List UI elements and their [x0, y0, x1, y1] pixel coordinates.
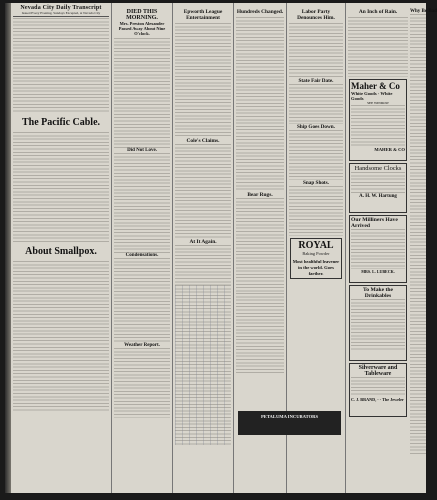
headline-inch-of-rain: An Inch of Rain. — [358, 9, 398, 15]
column-rule — [111, 3, 112, 493]
at-it-again-text — [175, 245, 231, 285]
condensations-text — [114, 258, 170, 343]
hartung-ad-name: A. H. W. Hartung — [359, 194, 397, 199]
drinkables-ad — [349, 285, 407, 361]
headline-state-fair: State Fair Date. — [298, 78, 334, 84]
clocks-ad-text — [351, 172, 405, 194]
maher-ad-white-goods: White Goods · White Goods — [351, 91, 393, 101]
royal-ad-title: ROYAL — [298, 240, 334, 251]
column-7-partial — [410, 3, 437, 493]
headline-at-it-again: At It Again. — [189, 239, 217, 245]
column-rule — [233, 3, 234, 493]
maher-ad-text — [351, 105, 405, 147]
lubeck-name: MRS. L. LUBECK. — [361, 269, 395, 274]
maher-ad-title: Maher & Co — [351, 81, 400, 91]
column-rule — [172, 3, 173, 493]
headline-pacific-cable: The Pacific Cable. — [21, 117, 101, 128]
epworth-text — [175, 23, 231, 138]
royal-ad-body: Most healthful leavener in the world. Goes farther. — [292, 259, 340, 276]
headline-labor-party: Labor Party Denounces Him. — [297, 9, 335, 21]
column-3 — [175, 3, 231, 493]
headline-weather: Weather Report. — [124, 343, 160, 348]
ship-text — [289, 130, 343, 180]
headline-why-be: Why Be Bad — [410, 9, 437, 14]
royal-ad — [290, 238, 342, 279]
weather-text — [114, 348, 170, 418]
cole-text — [175, 144, 231, 239]
newspaper-page — [5, 3, 437, 493]
headline-snap-shots: Snap Shots. — [303, 180, 329, 186]
silverware-title: Silverware and Tableware — [358, 365, 398, 377]
masthead-rule — [13, 16, 109, 17]
headline-died: DIED THIS MORNING. — [126, 9, 158, 21]
masthead-subtitle: Issued Every Evening, Sundays Excepted, at Nevada City — [21, 11, 101, 15]
masthead-title: Nevada City Daily Transcript — [20, 5, 102, 11]
state-fair-text — [289, 84, 343, 124]
drinkables-ad-title: To Make the Drinkables — [363, 287, 393, 299]
royal-ad-subtitle: Baking Powder — [302, 251, 330, 256]
column-7-text — [410, 14, 426, 454]
silverware-text — [351, 377, 405, 397]
page-binding — [5, 3, 11, 493]
editorial-text-1 — [13, 18, 109, 113]
misc-text — [236, 293, 284, 373]
snap-shots-text — [289, 186, 343, 236]
milliners-ad-text — [351, 229, 405, 269]
petaluma-ad-title: PETALUMA INCUBATORS — [260, 414, 319, 419]
headline-ship-goes-down: Ship Goes Down. — [297, 124, 335, 130]
brand-ad — [349, 363, 407, 417]
column-rule — [345, 3, 346, 493]
maher-ad-see-window: SEE WINDOW — [367, 101, 389, 105]
column-6-ads — [348, 3, 408, 493]
column-2 — [114, 3, 170, 493]
bear-rugs-text — [236, 198, 284, 293]
headline-condensations: Condensations. — [125, 253, 159, 258]
brand-name: C. J. BRAND, - - The Jeweler — [351, 397, 404, 402]
alexander-text — [114, 38, 170, 148]
headline-smallpox: About Smallpox. — [25, 246, 97, 257]
not-love-text — [114, 153, 170, 253]
headline-alexander: Mrs. Preston Alexander Passed Away About Nine O'clock. — [118, 21, 166, 36]
labor-party-text — [289, 23, 343, 78]
milliners-ad — [349, 215, 407, 283]
column-editorial — [13, 3, 109, 493]
headline-epworth: Epworth League Entertainment — [183, 9, 223, 21]
milliners-ad-title: Our Milliners Have Arrived — [351, 217, 398, 229]
maher-ad-footer: MAHER & CO — [374, 147, 405, 152]
petaluma-ad — [238, 411, 341, 435]
hartung-ad — [349, 163, 407, 213]
pacific-cable-text — [13, 132, 109, 242]
drinkables-ad-text — [351, 299, 405, 351]
hundreds-text — [236, 17, 284, 192]
smallpox-text — [13, 261, 109, 411]
weather-table — [175, 285, 231, 445]
headline-not-love: Did Not Love. — [127, 148, 157, 153]
clocks-ad-title: Handsome Clocks — [354, 165, 402, 172]
headline-bear-rugs: Bear Rugs. — [247, 192, 273, 198]
headline-hundreds: Hundreds Changed. — [236, 9, 284, 15]
headline-cole: Cole's Claims. — [186, 138, 220, 144]
rain-text — [348, 17, 408, 77]
maher-ad — [349, 79, 407, 161]
